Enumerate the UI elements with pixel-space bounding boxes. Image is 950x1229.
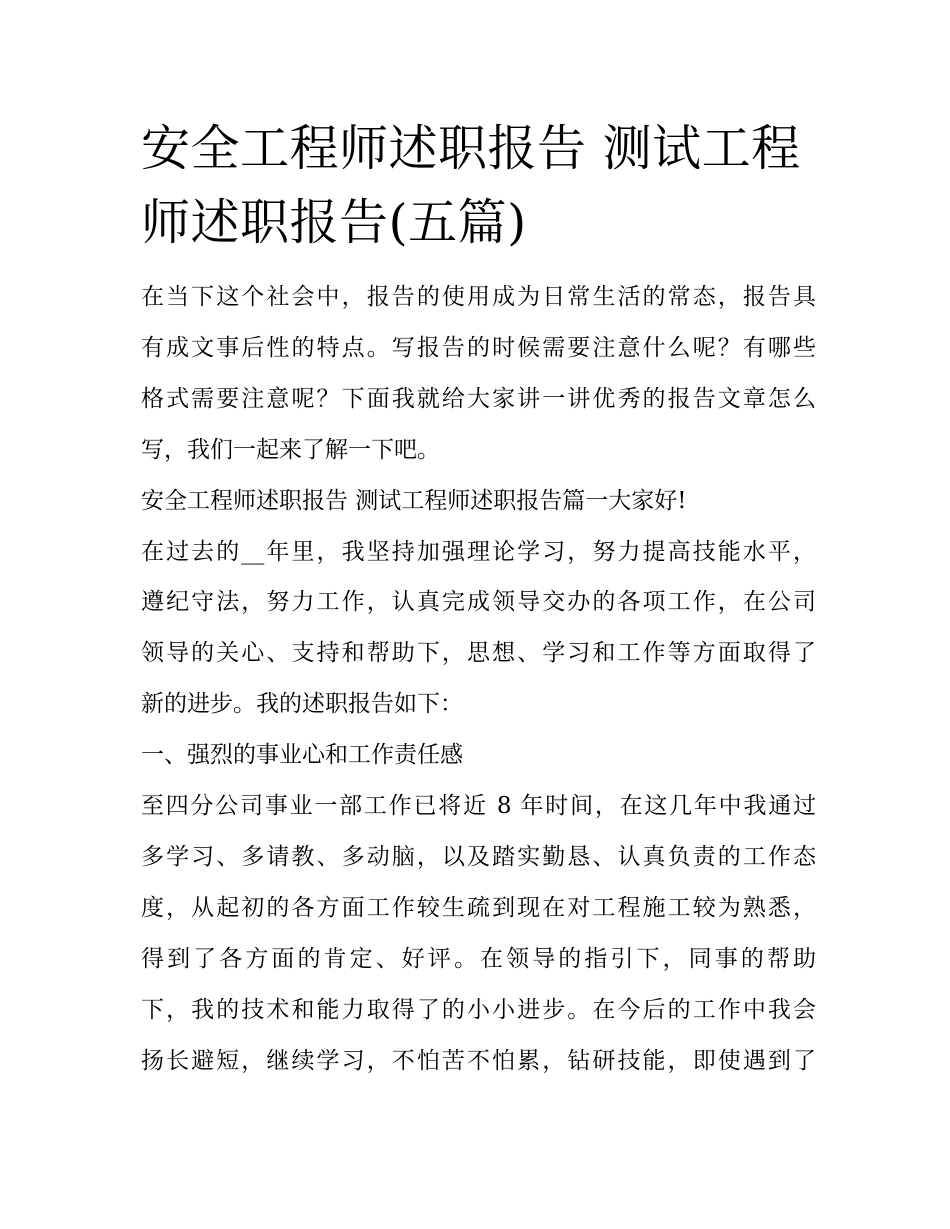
text-line: 有成文事后性的特点。写报告的时候需要注意什么呢？有哪些 [141, 334, 816, 361]
text-line: 至四分公司事业一部工作已将近 8 年时间，在这几年中我通过 [141, 793, 816, 820]
text-line: 扬长避短，继续学习，不怕苦不怕累，钻研技能，即使遇到了 [141, 1047, 816, 1074]
document-content [141, 112, 816, 1087]
text-line: 多学习、多请教、多动脑，以及踏实勤恳、认真负责的工作态 [141, 843, 816, 870]
body-paragraph [141, 781, 816, 1086]
text-line: 遵纪守法，努力工作，认真完成领导交办的各项工作，在公司 [141, 589, 816, 616]
subheading-paragraph [141, 730, 816, 781]
section-heading-paragraph [141, 476, 816, 527]
text-line: 度，从起初的各方面工作较生疏到现在对工程施工较为熟悉， [141, 894, 816, 921]
text-line: 在过去的__年里，我坚持加强理论学习，努力提高技能水平， [141, 538, 816, 565]
text-line: 在当下这个社会中，报告的使用成为日常生活的常态，报告具 [141, 284, 816, 310]
text-line: 新的进步。我的述职报告如下： [141, 691, 463, 718]
text-line: 格式需要注意呢？下面我就给大家讲一讲优秀的报告文章怎么 [141, 385, 816, 412]
intro-paragraph [141, 272, 816, 476]
title-line: 安全工程师述职报告 测试工程 [141, 120, 801, 177]
text-line: 一、强烈的事业心和工作责任感 [141, 742, 463, 769]
text-line: 安全工程师述职报告 测试工程师述职报告篇一大家好! [141, 487, 687, 514]
document-title [141, 112, 816, 260]
text-line: 下，我的技术和能力取得了的小小进步。在今后的工作中我会 [141, 996, 816, 1023]
body-paragraph [141, 527, 816, 731]
text-line: 领导的关心、支持和帮助下，思想、学习和工作等方面取得了 [141, 640, 816, 667]
document-body [141, 272, 816, 1087]
text-line: 写，我们一起来了解一下吧。 [141, 436, 440, 463]
text-line: 得到了各方面的肯定、好评。在领导的指引下，同事的帮助 [141, 945, 816, 972]
title-line: 师述职报告(五篇) [141, 194, 527, 251]
